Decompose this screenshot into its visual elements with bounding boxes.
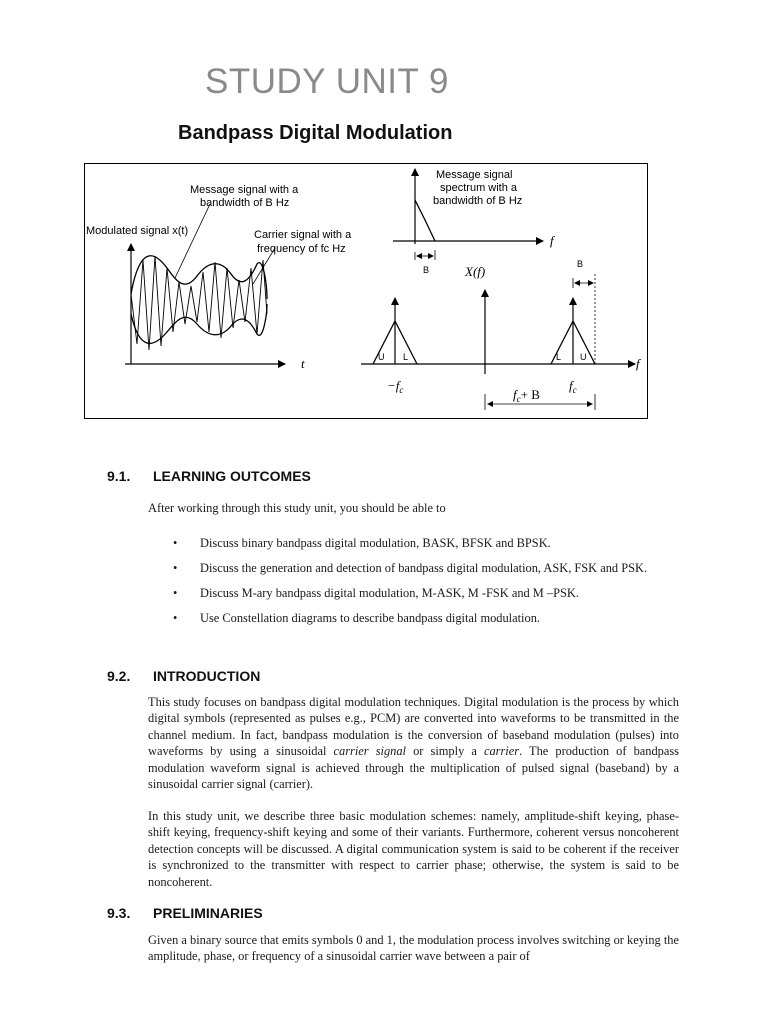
label-B-top: B [423,265,430,275]
axis-t: t [301,356,305,371]
label-spectrum-3: bandwidth of B Hz [433,195,523,207]
list-item: • Discuss binary bandpass digital modulation, BASK, BFSK and BPSK. [173,536,551,550]
preliminaries-paragraph-1: Given a binary source that emits symbols 0 and 1, the modulation process involves switching or keying the amplitude, phase, or frequency of a sinusoidal carrier wave between a pair of [148,933,679,964]
section-heading-preliminaries [107,905,263,921]
label-Xf: X(f) [465,264,486,279]
introduction-paragraph-1: This study focuses on bandpass digital modulation techniques. Digital modulation is the process by which digital symbols (represented as pulses e.g., PCM) are converted into waveforms to be transmitted in the channel medium. In fact, bandpass modulation is the conversion of baseband modulation (pulses) into waveforms by using a sinusoidal carrier signal or simply a carrier. The production of bandpass modulation waveform signal is achieved through the multiplication of pulsed signal (baseband) by a sinusoidal carrier signal (carrier). [148,695,680,792]
introduction-paragraph-2: In this study unit, we describe three basic modulation schemes: namely, amplitude-shift keying, phase-shift keying, frequency-shift keying and some of their variants. Furthermore, coherent versus noncoherent detection concepts will be discussed. A digital communication system is said to be coherent if the receiver is synchronized to the transmitter with respect to carrier phase; otherwise, the system is said to be noncoherent. [148,809,679,889]
learning-outcomes-list [148,535,679,635]
label-modulated: Modulated signal x(t) [86,225,189,237]
section-heading-introduction [107,668,260,684]
modulation-figure [84,163,648,419]
section-title: LEARNING OUTCOMES [153,468,311,484]
label-fc: $f_c$ [569,378,577,395]
label-carrier-2: frequency of fc Hz [257,243,346,255]
axis-f-top: f [550,233,554,248]
list-item: • Discuss M-ary bandpass digital modulation, M-ASK, M -FSK and M –PSK. [173,586,579,600]
label-U-left: U [378,352,385,362]
label-message-bw-2: bandwidth of B Hz [200,197,290,209]
label-carrier: Carrier signal with a [254,229,352,241]
bullet-icon: • [173,561,178,575]
modulated-carrier [131,256,267,350]
unit-title: STUDY UNIT 9 [205,62,449,101]
label-neg-fc: $-f_c$ [387,378,404,395]
section-heading-learning-outcomes [107,468,311,484]
label-spectrum-2: spectrum with a [440,182,518,194]
label-L-right: L [556,352,562,362]
label-fc-plus-B: $f_c+ B$ [513,387,540,404]
learning-outcomes-intro: After working through this study unit, you should be able to [148,501,446,515]
envelope-top [131,256,267,299]
label-spectrum: Message signal [436,169,513,181]
modulation-diagram [85,164,649,420]
bullet-icon: • [173,586,178,600]
axis-f-bottom: f [636,356,640,371]
section-number: 9.3. [107,905,131,921]
label-message-bw: Message signal with a [190,184,299,196]
message-spectrum [415,200,435,241]
section-title: PRELIMINARIES [153,905,263,921]
list-item: • Discuss the generation and detection of bandpass digital modulation, ASK, FSK and PSK. [173,561,648,575]
bullet-icon: • [173,611,178,625]
message-pointer-line [175,204,210,278]
section-number: 9.2. [107,668,131,684]
section-number: 9.1. [107,468,131,484]
section-title: INTRODUCTION [153,668,261,684]
label-B-right: B [577,259,584,269]
page-title: Bandpass Digital Modulation [178,122,453,144]
label-L-left: L [403,352,409,362]
bullet-icon: • [173,536,178,550]
label-U-right: U [580,352,587,362]
list-item: • Use Constellation diagrams to describe bandpass digital modulation. [173,611,540,625]
